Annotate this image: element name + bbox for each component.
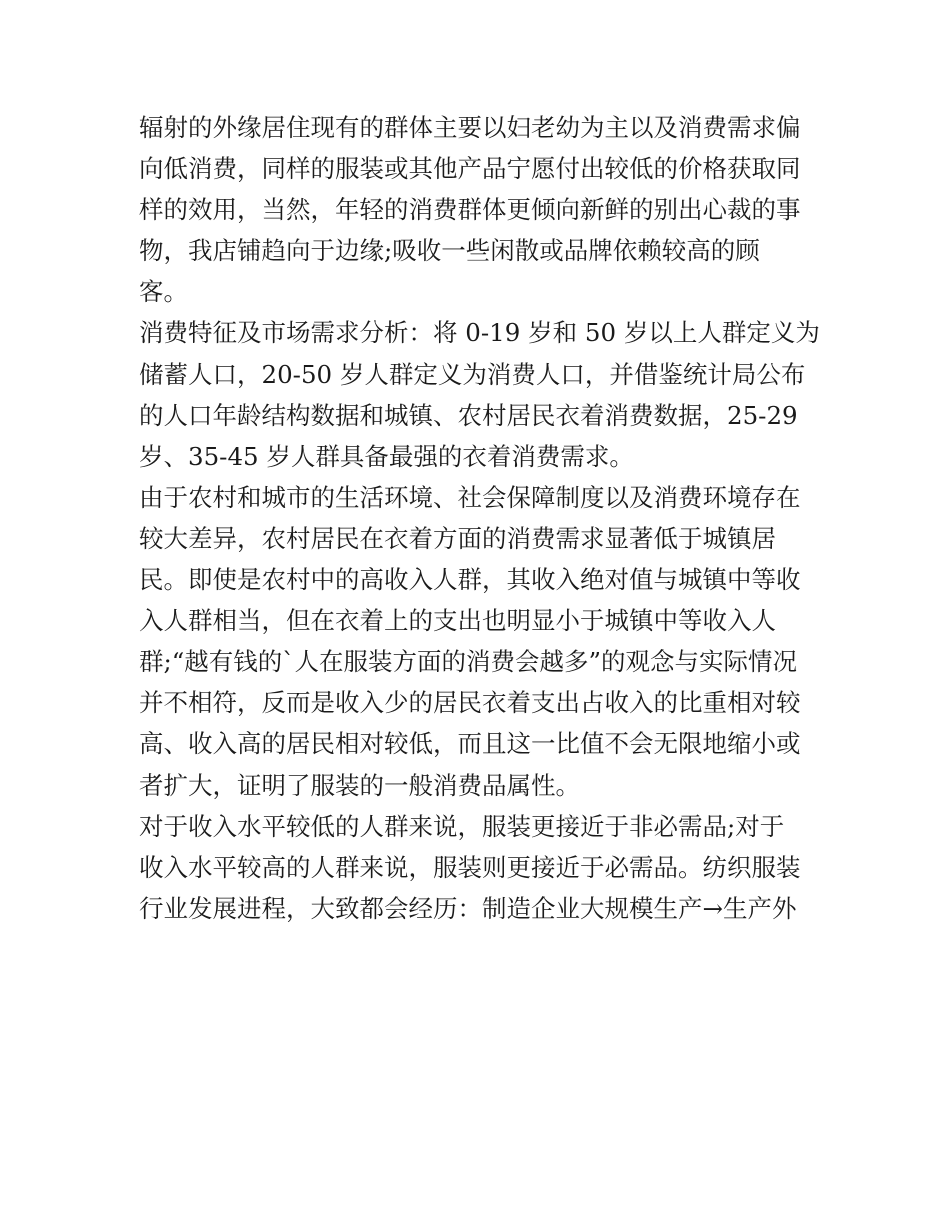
text-line: 入人群相当，但在衣着上的支出也明显小于城镇中等收入人: [139, 606, 776, 636]
text-line: 对于收入水平较低的人群来说，服装更接近于非必需品;对于: [139, 811, 785, 841]
text-line: 辐射的外缘居住现有的群体主要以妇老幼为主以及消费需求偏: [139, 113, 801, 142]
text-line: 者扩大，证明了服装的一般消费品属性。: [139, 770, 580, 800]
text-line: 并不相符，反而是收入少的居民衣着支出占收入的比重相对较: [139, 688, 801, 718]
text-line: 客。: [139, 277, 188, 307]
body-text: [139, 107, 819, 929]
text-line: 储蓄人口，20-50 岁人群定义为消费人口，并借鉴统计局公布: [139, 359, 806, 389]
text-line: 高、收入高的居民相对较低，而且这一比值不会无限地缩小或: [139, 729, 801, 759]
text-line: 消费特征及市场需求分析：将 0-19 岁和 50 岁以上人群定义为: [139, 318, 820, 348]
text-line: 民。即使是农村中的高收入人群，其收入绝对值与城镇中等收: [139, 565, 801, 595]
text-line: 向低消费，同样的服装或其他产品宁愿付出较低的价格获取同: [139, 154, 801, 184]
text-line: 岁、35-45 岁人群具备最强的衣着消费需求。: [139, 441, 634, 471]
text-line: 较大差异，农村居民在衣着方面的消费需求显著低于城镇居: [139, 523, 776, 553]
text-line: 收入水平较高的人群来说，服装则更接近于必需品。纺织服装: [139, 852, 801, 882]
text-line: 由于农村和城市的生活环境、社会保障制度以及消费环境存在: [139, 482, 801, 512]
text-line: 的人口年龄结构数据和城镇、农村居民衣着消费数据，25-29: [139, 400, 798, 430]
text-line: 样的效用，当然，年轻的消费群体更倾向新鲜的别出心裁的事: [139, 195, 801, 225]
text-line: 群;“越有钱的`人在服装方面的消费会越多”的观念与实际情况: [139, 647, 798, 677]
text-line: 物，我店铺趋向于边缘;吸收一些闲散或品牌依赖较高的顾: [139, 236, 760, 266]
text-line: 行业发展进程，大致都会经历：制造企业大规模生产→生产外: [139, 893, 797, 923]
